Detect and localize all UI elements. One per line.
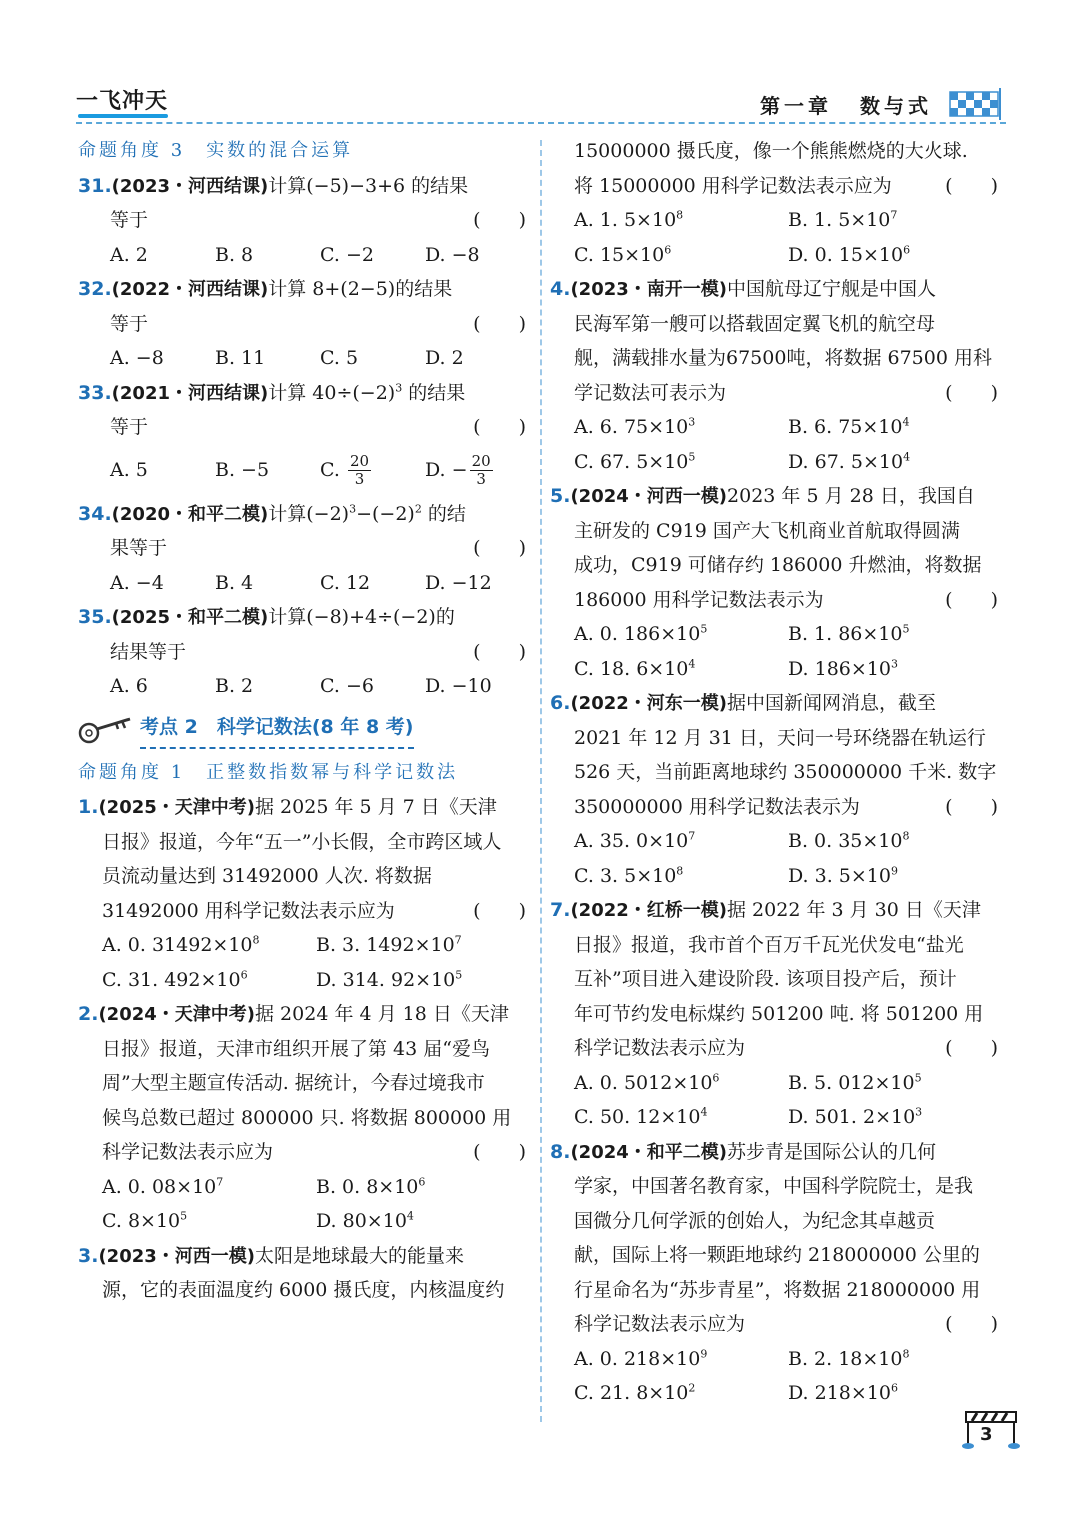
question-6 xyxy=(550,686,1002,893)
key-icon xyxy=(78,713,134,747)
answer-bracket: ( ) xyxy=(473,312,526,335)
question-text-line: 日报》报道，我市首个百万千瓦光伏发电“盐光 xyxy=(574,933,964,956)
question-text: 据中国新闻网消息，截至 xyxy=(727,692,937,714)
option-a: A. 35. $0\times 10^7$ xyxy=(574,829,696,852)
option-c: C. 67. $5\times 10^5$ xyxy=(574,450,696,473)
key-point-heading xyxy=(78,704,530,756)
question-text-line: 成功，C919 可储存约 186000 升燃油，将数据 xyxy=(574,554,982,576)
question-source: (2022・河东一模) xyxy=(570,693,728,714)
question-33 xyxy=(78,376,530,497)
answer-bracket: ( ) xyxy=(945,1313,998,1335)
question-text-line: 350000000 用科学记数法表示为 xyxy=(574,795,860,818)
fraction-denominator: 3 xyxy=(354,470,365,489)
option-b: B. −5 xyxy=(215,459,270,482)
option-d: D. 501. $2\times 10^3$ xyxy=(788,1105,923,1128)
question-text-line: 民海军第一艘可以搭载固定翼飞机的航空母 xyxy=(574,312,936,335)
answer-bracket: ( ) xyxy=(473,537,526,559)
option-b: B. 3. $1492\times 10^7$ xyxy=(316,933,462,956)
question-source: (2022・红桥一模) xyxy=(570,900,728,921)
answer-options xyxy=(78,963,530,998)
question-text: 太阳是地球最大的能量来 xyxy=(255,1244,465,1267)
answer-options xyxy=(550,824,1002,859)
answer-options xyxy=(550,238,1002,273)
option-c: C. 12 xyxy=(320,571,371,594)
option-a: A. 0. $31492\times 10^8$ xyxy=(102,933,260,956)
answer-options xyxy=(550,859,1002,894)
question-number: 32. xyxy=(78,278,112,300)
question-text: 计算(−8)+4÷(−2)的 xyxy=(268,606,455,628)
option-b: B. 0. $35\times 10^8$ xyxy=(788,829,910,852)
fraction-numerator: 20 xyxy=(471,452,491,471)
answer-options xyxy=(78,445,530,497)
question-text: 计算 8+(2−5)的结果 xyxy=(268,278,453,300)
question-35 xyxy=(78,600,530,704)
exponent: 3 xyxy=(349,502,357,516)
option-a: A. 6. $75\times 10^3$ xyxy=(574,415,696,438)
answer-options xyxy=(78,928,530,963)
option-c: C. 50. $12\times 10^4$ xyxy=(574,1105,708,1128)
option-b: B. 8 xyxy=(215,243,254,266)
question-number: 7. xyxy=(550,899,571,921)
option-c: C. −6 xyxy=(320,675,374,697)
answer-bracket: ( ) xyxy=(945,381,998,404)
answer-options xyxy=(550,617,1002,652)
fraction xyxy=(470,453,493,488)
question-source: (2021・河西结课) xyxy=(111,382,269,404)
answer-bracket: ( ) xyxy=(473,416,526,438)
option-c xyxy=(320,453,425,489)
question-text-line: 日报》报道，天津市组织开展了第 43 届“爱鸟 xyxy=(102,1037,490,1060)
option-c: C. $15\times 10^6$ xyxy=(574,243,672,266)
question-number: 31. xyxy=(78,174,112,197)
answer-options xyxy=(550,1100,1002,1135)
question-text-cont: 等于 xyxy=(110,312,149,335)
option-a: A. 0. $186\times 10^5$ xyxy=(574,622,708,645)
page-header xyxy=(76,84,1006,124)
option-a: A. 2 xyxy=(110,243,148,266)
answer-bracket: ( ) xyxy=(945,174,998,197)
option-b: B. 1. $86\times 10^5$ xyxy=(788,622,910,645)
brand-logo: 一飞冲天 xyxy=(76,89,169,114)
chapter-number: 第一章 xyxy=(760,94,832,118)
option-d: D. $218\times 10^6$ xyxy=(788,1381,898,1404)
option-d-prefix: D. − xyxy=(425,458,468,481)
question-34 xyxy=(78,497,530,601)
chapter-heading xyxy=(760,90,932,119)
option-a: A. 5 xyxy=(110,459,148,482)
page-number-text: 3 xyxy=(980,1424,993,1445)
option-c: C. −2 xyxy=(320,243,374,266)
question-number: 4. xyxy=(550,278,571,300)
question-number: 34. xyxy=(78,502,112,525)
answer-options xyxy=(78,566,530,601)
question-text: 据 2024 年 4 月 18 日《天津 xyxy=(255,1003,509,1025)
option-b: B. 2 xyxy=(215,675,254,697)
option-a: A. 0. $08\times 10^7$ xyxy=(102,1175,224,1198)
chapter-title: 数与式 xyxy=(860,94,932,118)
question-source: (2024・天津中考) xyxy=(98,1004,256,1025)
option-c: C. 21. $8\times 10^2$ xyxy=(574,1381,696,1404)
question-number: 5. xyxy=(550,485,571,507)
question-text-line: 科学记数法表示应为 xyxy=(102,1141,274,1163)
header-rule xyxy=(76,122,1006,124)
option-c: C. 5 xyxy=(320,347,359,369)
question-text-cont: 结果等于 xyxy=(110,640,187,663)
question-text: 据 2022 年 3 月 30 日《天津 xyxy=(727,899,981,921)
question-text-line: 学家，中国著名教育家，中国科学院院士，是我 xyxy=(574,1175,974,1197)
answer-bracket: ( ) xyxy=(473,899,526,922)
answer-options xyxy=(78,669,530,704)
fraction xyxy=(348,453,371,488)
question-text-tail: 的结果 xyxy=(402,381,466,404)
left-column xyxy=(78,134,530,1308)
answer-options xyxy=(550,1066,1002,1101)
answer-options xyxy=(550,445,1002,480)
question-number: 8. xyxy=(550,1140,571,1163)
option-d: D. −10 xyxy=(425,675,492,697)
question-source: (2023・河西结课) xyxy=(111,175,269,197)
fraction-numerator: 20 xyxy=(349,452,370,471)
question-text-line: 日报》报道，今年“五一”小长假，全市跨区域人 xyxy=(102,830,502,853)
answer-options xyxy=(78,341,530,376)
question-text-line: 献，国际上将一颗距地球约 218000000 公里的 xyxy=(574,1244,980,1266)
answer-bracket: ( ) xyxy=(945,795,998,818)
question-text-cont: 等于 xyxy=(110,209,149,231)
question-text-line: 源，它的表面温度约 6000 摄氏度，内核温度约 xyxy=(102,1279,505,1301)
question-number: 35. xyxy=(78,606,112,628)
question-text: 计算(−2) xyxy=(268,502,350,525)
exponent: 3 xyxy=(395,381,403,395)
question-4 xyxy=(550,272,1002,479)
answer-options xyxy=(550,410,1002,445)
question-text-line: 15000000 摄氏度，像一个熊熊燃烧的大火球. xyxy=(574,140,968,162)
checkered-flag-icon xyxy=(946,84,1006,122)
question-text-line: 学记数法可表示为 xyxy=(574,381,727,404)
page-number xyxy=(960,1410,1022,1450)
option-b: B. 6. $75\times 10^4$ xyxy=(788,415,910,438)
option-d: D. 314. $92\times 10^5$ xyxy=(316,968,463,991)
option-d: D. 2 xyxy=(425,347,464,369)
option-b: B. 11 xyxy=(215,347,266,369)
question-text-line: 舰，满载排水量为67500吨，将数据 67500 用科 xyxy=(574,347,992,369)
option-b: B. 2. $18\times 10^8$ xyxy=(788,1347,910,1370)
option-a: A. 6 xyxy=(110,675,148,697)
question-source: (2023・河西一模) xyxy=(98,1245,256,1267)
question-source: (2022・河西结课) xyxy=(111,279,269,300)
option-a: A. 0. $218\times 10^9$ xyxy=(574,1347,708,1370)
question-text-line: 员流动量达到 31492000 人次. 将数据 xyxy=(102,865,432,887)
question-text-line: 年可节约发电标煤约 501200 吨. 将 501200 用 xyxy=(574,1002,984,1025)
answer-options xyxy=(550,203,1002,238)
option-c: C. 3. $5\times 10^8$ xyxy=(574,864,684,887)
option-b: B. 5. $012\times 10^5$ xyxy=(788,1071,922,1094)
question-text-line: 科学记数法表示应为 xyxy=(574,1313,746,1335)
answer-options xyxy=(550,652,1002,687)
option-c-prefix: C. xyxy=(320,458,346,481)
question-number: 3. xyxy=(78,1244,99,1267)
question-8 xyxy=(550,1135,1002,1411)
question-7 xyxy=(550,893,1002,1135)
brand-swoosh xyxy=(78,114,168,118)
question-text-cont: 果等于 xyxy=(110,537,168,559)
question-2 xyxy=(78,997,530,1239)
question-text-line: 国微分几何学派的创始人，为纪念其卓越贡 xyxy=(574,1209,936,1232)
option-a: A. −4 xyxy=(110,571,164,594)
option-c: C. 31. $492\times 10^6$ xyxy=(102,968,248,991)
question-source: (2020・和平二模) xyxy=(111,503,269,525)
question-32 xyxy=(78,272,530,376)
question-text-line: 2021 年 12 月 31 日，天问一号环绕器在轨运行 xyxy=(574,726,986,749)
answer-bracket: ( ) xyxy=(945,1037,998,1059)
question-3-continued xyxy=(550,134,1002,272)
question-source: (2023・南开一模) xyxy=(570,279,728,300)
question-source: (2025・天津中考) xyxy=(98,797,256,818)
topic-angle-3: 命题角度 3 实数的混合运算 xyxy=(78,140,354,161)
question-text-line: 周”大型主题宣传活动. 据统计，今春过境我市 xyxy=(102,1072,485,1094)
answer-options xyxy=(78,238,530,273)
question-text-mid: −(−2) xyxy=(356,502,415,525)
question-text-line: 526 天，当前距离地球约 350000000 千米. 数字 xyxy=(574,761,997,783)
question-text: 苏步青是国际公认的几何 xyxy=(727,1140,937,1163)
exponent: 2 xyxy=(414,502,422,516)
question-text-line: 31492000 用科学记数法表示应为 xyxy=(102,899,395,922)
question-text-line: 互补”项目进入建设阶段. 该项目投产后，预计 xyxy=(574,968,957,990)
option-d: D. $80\times 10^4$ xyxy=(316,1209,414,1232)
question-number: 2. xyxy=(78,1003,99,1025)
question-text-line: 将 15000000 用科学记数法表示应为 xyxy=(574,174,892,197)
question-source: (2024・河西一模) xyxy=(570,486,728,507)
key-point-title: 考点 2 科学记数法(8 年 8 考) xyxy=(140,710,414,749)
topic-angle-1: 命题角度 1 正整数指数幂与科学记数法 xyxy=(78,761,459,783)
option-b: B. 1. $5\times 10^7$ xyxy=(788,208,898,231)
question-text: 2023 年 5 月 28 日，我国自 xyxy=(727,485,975,507)
question-text-line: 186000 用科学记数法表示为 xyxy=(574,588,824,611)
answer-bracket: ( ) xyxy=(473,209,526,231)
question-text-line: 主研发的 C919 国产大飞机商业首航取得圆满 xyxy=(574,519,960,542)
option-b: B. 0. $8\times 10^6$ xyxy=(316,1175,426,1198)
question-text: 据 2025 年 5 月 7 日《天津 xyxy=(255,796,497,818)
question-source: (2025・和平二模) xyxy=(111,607,269,628)
answer-bracket: ( ) xyxy=(945,588,998,611)
question-31 xyxy=(78,169,530,273)
answer-options xyxy=(550,1342,1002,1377)
option-c: C. 18. $6\times 10^4$ xyxy=(574,657,696,680)
option-a: A. 0. $5012\times 10^6$ xyxy=(574,1071,720,1094)
question-3 xyxy=(78,1239,530,1308)
question-5 xyxy=(550,479,1002,686)
fraction-denominator: 3 xyxy=(476,470,486,489)
question-number: 1. xyxy=(78,796,99,818)
option-d: D. 0. $15\times 10^6$ xyxy=(788,243,911,266)
question-text-cont: 等于 xyxy=(110,416,149,438)
right-column xyxy=(550,134,1002,1411)
answer-options xyxy=(550,1376,1002,1411)
question-text-line: 候鸟总数已超过 800000 只. 将数据 800000 用 xyxy=(102,1106,512,1129)
option-d: D. $186\times 10^3$ xyxy=(788,657,898,680)
option-a: A. −8 xyxy=(110,347,164,369)
question-text-line: 行星命名为“苏步青星”，将数据 218000000 用 xyxy=(574,1278,981,1301)
question-1 xyxy=(78,790,530,997)
answer-bracket: ( ) xyxy=(473,640,526,663)
option-c: C. $8\times 10^5$ xyxy=(102,1209,188,1232)
option-d: D. 67. $5\times 10^4$ xyxy=(788,450,911,473)
answer-bracket: ( ) xyxy=(473,1141,526,1163)
question-number: 6. xyxy=(550,692,571,714)
answer-options xyxy=(78,1204,530,1239)
question-text: 计算 40÷(−2) xyxy=(268,381,396,404)
answer-options xyxy=(78,1170,530,1205)
column-divider xyxy=(540,140,542,1422)
option-d: D. −8 xyxy=(425,243,480,266)
question-source: (2024・和平二模) xyxy=(570,1141,728,1163)
question-text-tail: 的结 xyxy=(421,502,466,525)
question-text: 计算(−5)−3+6 的结果 xyxy=(268,174,469,197)
option-d xyxy=(425,453,530,489)
question-number: 33. xyxy=(78,381,112,404)
question-text-line: 科学记数法表示应为 xyxy=(574,1037,746,1059)
question-text: 中国航母辽宁舰是中国人 xyxy=(727,278,937,300)
option-a: A. 1. $5\times 10^8$ xyxy=(574,208,684,231)
option-d: D. 3. $5\times 10^9$ xyxy=(788,864,898,887)
option-b: B. 4 xyxy=(215,571,254,594)
option-d: D. −12 xyxy=(425,571,492,594)
